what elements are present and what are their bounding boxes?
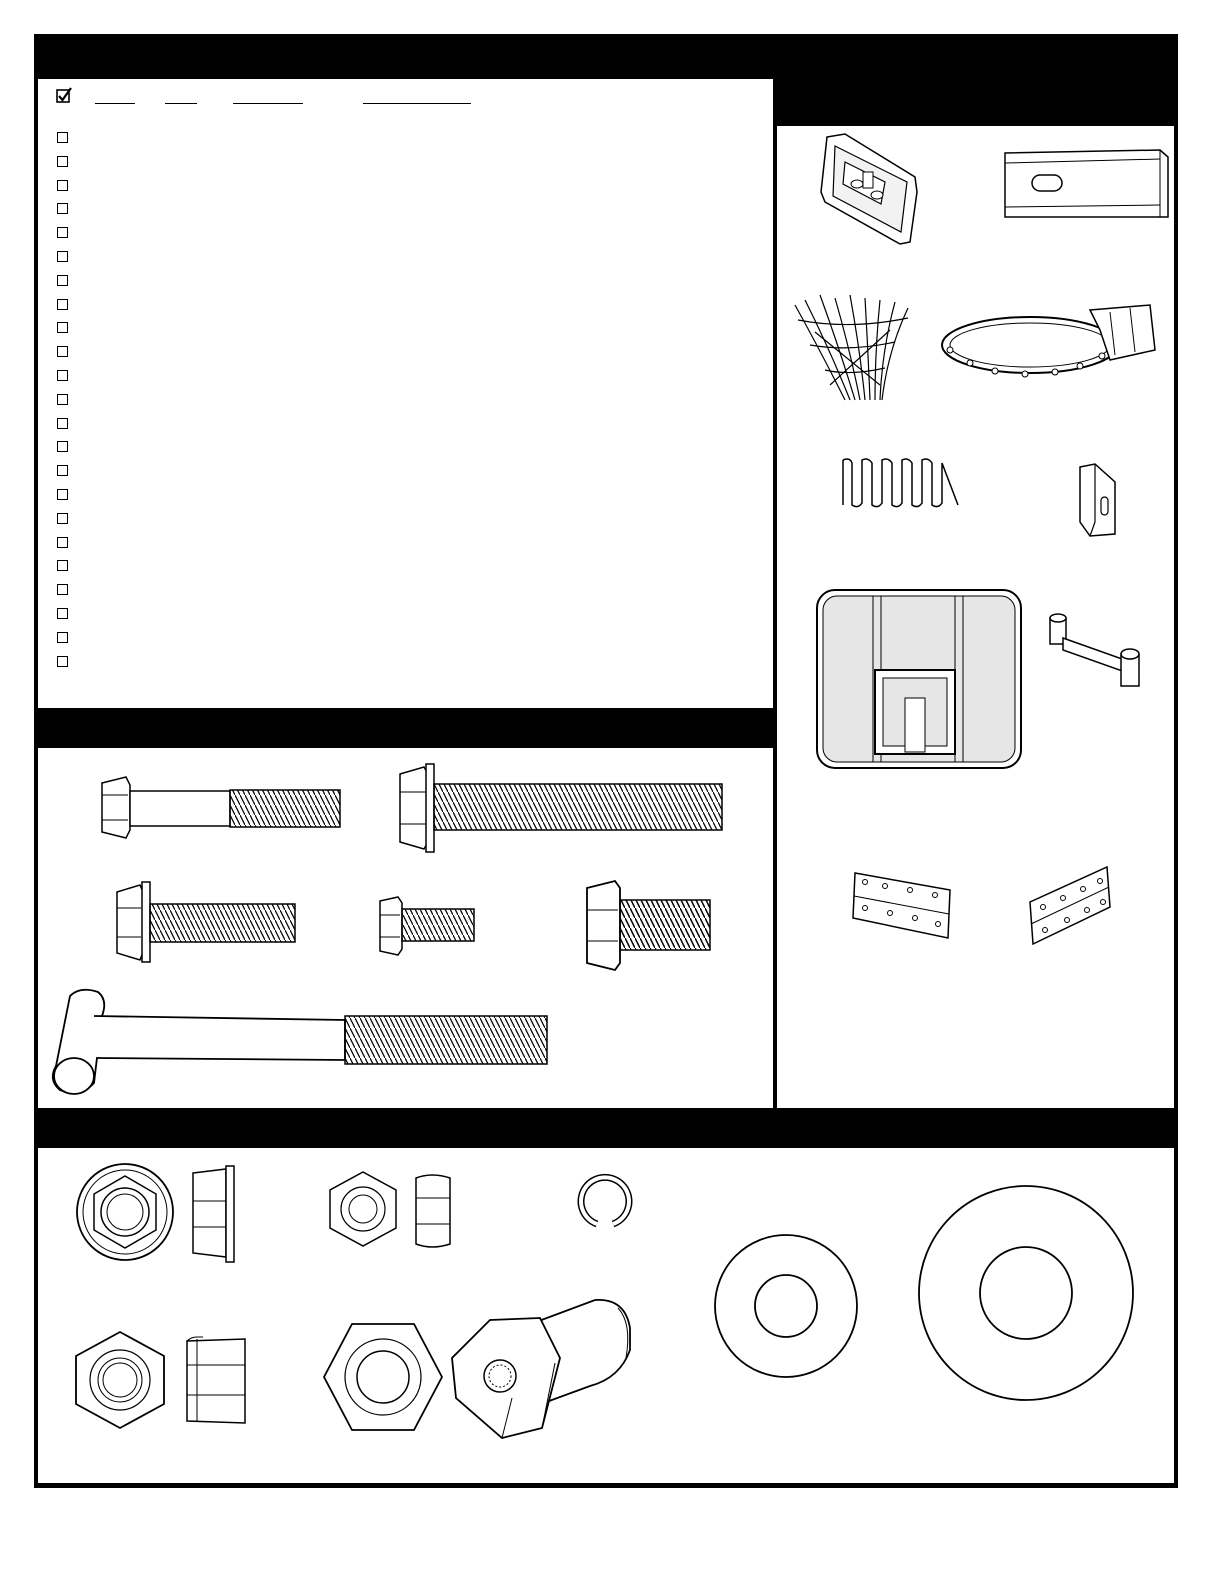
hinge-plate-left-icon bbox=[850, 868, 955, 943]
flange-bolt-long-icon bbox=[398, 762, 728, 854]
hex-nut-side-icon bbox=[412, 1172, 454, 1250]
column-header-line-4 bbox=[363, 103, 471, 104]
checklist-row-checkbox[interactable] bbox=[57, 322, 68, 333]
checked-box-icon bbox=[56, 87, 72, 103]
checklist-row-checkbox[interactable] bbox=[57, 418, 68, 429]
checklist-row-checkbox[interactable] bbox=[57, 513, 68, 524]
flange-nut-side-icon bbox=[188, 1165, 238, 1263]
checklist-row-checkbox[interactable] bbox=[57, 346, 68, 357]
sleeve-nut-icon bbox=[450, 1298, 632, 1443]
hinge-arm-icon bbox=[1045, 610, 1145, 695]
checklist-row-checkbox[interactable] bbox=[57, 275, 68, 286]
checklist-row-checkbox[interactable] bbox=[57, 370, 68, 381]
backboard-icon bbox=[815, 588, 1023, 770]
checklist-row-checkbox[interactable] bbox=[57, 180, 68, 191]
channel-bracket-icon bbox=[1000, 145, 1170, 225]
checklist-row-checkbox[interactable] bbox=[57, 584, 68, 595]
clip-bracket-icon bbox=[1075, 462, 1120, 540]
hex-nut-top-icon bbox=[328, 1170, 398, 1248]
flange-nut-top-icon bbox=[75, 1162, 175, 1262]
nylon-lock-nut-side-icon bbox=[183, 1335, 251, 1427]
nuts-section-bar bbox=[38, 1110, 1174, 1148]
hex-bolt-heavy-icon bbox=[585, 878, 715, 973]
checklist-row-checkbox[interactable] bbox=[57, 560, 68, 571]
checklist-row-checkbox[interactable] bbox=[57, 132, 68, 143]
checklist-row-checkbox[interactable] bbox=[57, 489, 68, 500]
checklist-row-checkbox[interactable] bbox=[57, 632, 68, 643]
bracket-plate-icon bbox=[815, 132, 925, 247]
nylon-lock-nut-top-icon bbox=[74, 1330, 166, 1430]
flange-bolt-medium-icon bbox=[115, 880, 300, 965]
checklist-row-checkbox[interactable] bbox=[57, 537, 68, 548]
checklist-row-checkbox[interactable] bbox=[57, 299, 68, 310]
hex-bolt-short-icon bbox=[378, 895, 478, 957]
checklist-row-checkbox[interactable] bbox=[57, 394, 68, 405]
checklist-row-checkbox[interactable] bbox=[57, 251, 68, 262]
column-header-line-1 bbox=[95, 103, 135, 104]
snap-ring-icon bbox=[575, 1172, 635, 1232]
checklist-panel bbox=[38, 79, 773, 708]
column-header-line-3 bbox=[233, 103, 303, 104]
hex-bolt-long-shank-icon bbox=[100, 775, 345, 840]
j-bolt-icon bbox=[50, 988, 555, 1098]
parts-section-bar bbox=[777, 79, 1174, 126]
column-header-line-2 bbox=[165, 103, 197, 104]
basketball-net-icon bbox=[790, 290, 915, 405]
checklist-row-checkbox[interactable] bbox=[57, 656, 68, 667]
checklist-row-checkbox[interactable] bbox=[57, 156, 68, 167]
basketball-rim-icon bbox=[940, 300, 1160, 390]
checklist-row-checkbox[interactable] bbox=[57, 465, 68, 476]
checklist-row-checkbox[interactable] bbox=[57, 203, 68, 214]
spring-icon bbox=[838, 455, 963, 510]
washer-medium-icon bbox=[713, 1233, 859, 1379]
checklist-row-checkbox[interactable] bbox=[57, 441, 68, 452]
hinge-plate-right-icon bbox=[1025, 862, 1115, 947]
washer-large-icon bbox=[917, 1184, 1135, 1402]
checklist-row-checkbox[interactable] bbox=[57, 608, 68, 619]
large-hex-nut-top-icon bbox=[322, 1322, 444, 1432]
checklist-row-checkbox[interactable] bbox=[57, 227, 68, 238]
hardware-section-bar bbox=[38, 708, 773, 748]
